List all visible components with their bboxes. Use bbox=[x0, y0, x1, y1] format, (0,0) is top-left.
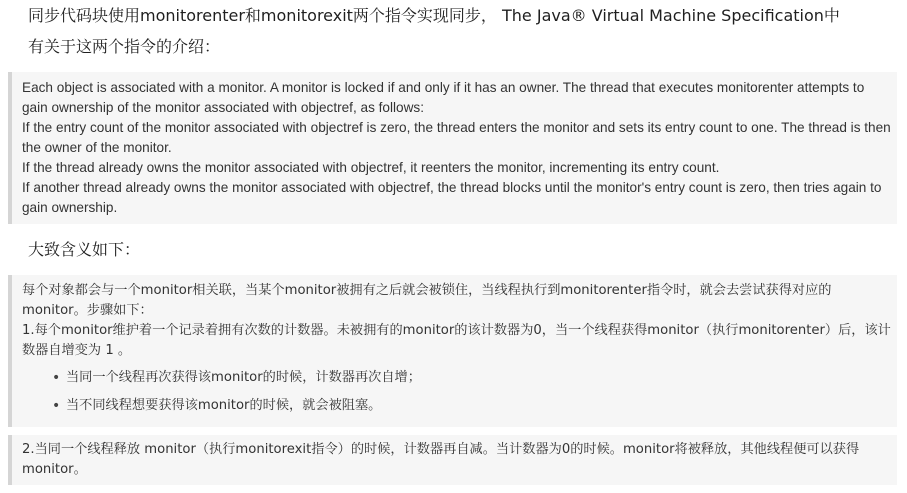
spec-paragraph: If the entry count of the monitor associated with objectref is zero, the thread enters the monitor and sets its entry count to one. The thread is then the owner of the monitor. bbox=[22, 120, 891, 155]
intro-line-1: 同步代码块使用monitorenter和monitorexit两个指令实现同步， The Java® Virtual Machine Specification中 bbox=[28, 6, 840, 25]
meaning-bullet-list bbox=[22, 364, 893, 420]
meaning-blockquote bbox=[8, 275, 897, 427]
spec-blockquote bbox=[8, 72, 897, 224]
spec-paragraph: If the thread already owns the monitor associated with objectref, it reenters the monitor, incrementing its entry count. bbox=[22, 160, 720, 175]
meaning-heading: 大致含义如下： bbox=[28, 240, 141, 259]
meaning-paragraph: 1.每个monitor维护着一个记录着拥有次数的计数器。未被拥有的monitor的该计数器为0，当一个线程获得monitor（执行monitorenter）后，该计数器自增变为 1 。 bbox=[22, 323, 891, 358]
bullet-icon: • bbox=[52, 398, 61, 414]
spec-paragraph: Each object is associated with a monitor. A monitor is locked if and only if it has an owner. The thread that executes monitorenter attempts to gain ownership of the monitor associated with objectref, as follows: bbox=[22, 80, 865, 115]
bullet-text: 当不同线程想要获得该monitor的时候，就会被阻塞。 bbox=[66, 398, 382, 413]
list-item bbox=[52, 392, 893, 420]
release-paragraph: 2.当同一个线程释放 monitor（执行monitorexit指令）的时候，计数器再自减。当计数器为0的时候。monitor将被释放，其他线程便可以获得monitor。 bbox=[22, 442, 860, 477]
intro-line-2: 有关于这两个指令的介绍： bbox=[28, 37, 221, 56]
spec-paragraph: If another thread already owns the monitor associated with objectref, the thread blocks until the monitor's entry count is zero, then tries again to gain ownership. bbox=[22, 180, 882, 215]
meaning-paragraph: 每个对象都会与一个monitor相关联，当某个monitor被拥有之后就会被锁住，当线程执行到monitorenter指令时，就会去尝试获得对应的monitor。步骤如下： bbox=[22, 283, 832, 318]
bullet-icon: • bbox=[52, 370, 61, 386]
bullet-text: 当同一个线程再次获得该monitor的时候，计数器再次自增； bbox=[66, 370, 421, 385]
release-blockquote bbox=[8, 435, 897, 485]
list-item bbox=[52, 364, 893, 392]
